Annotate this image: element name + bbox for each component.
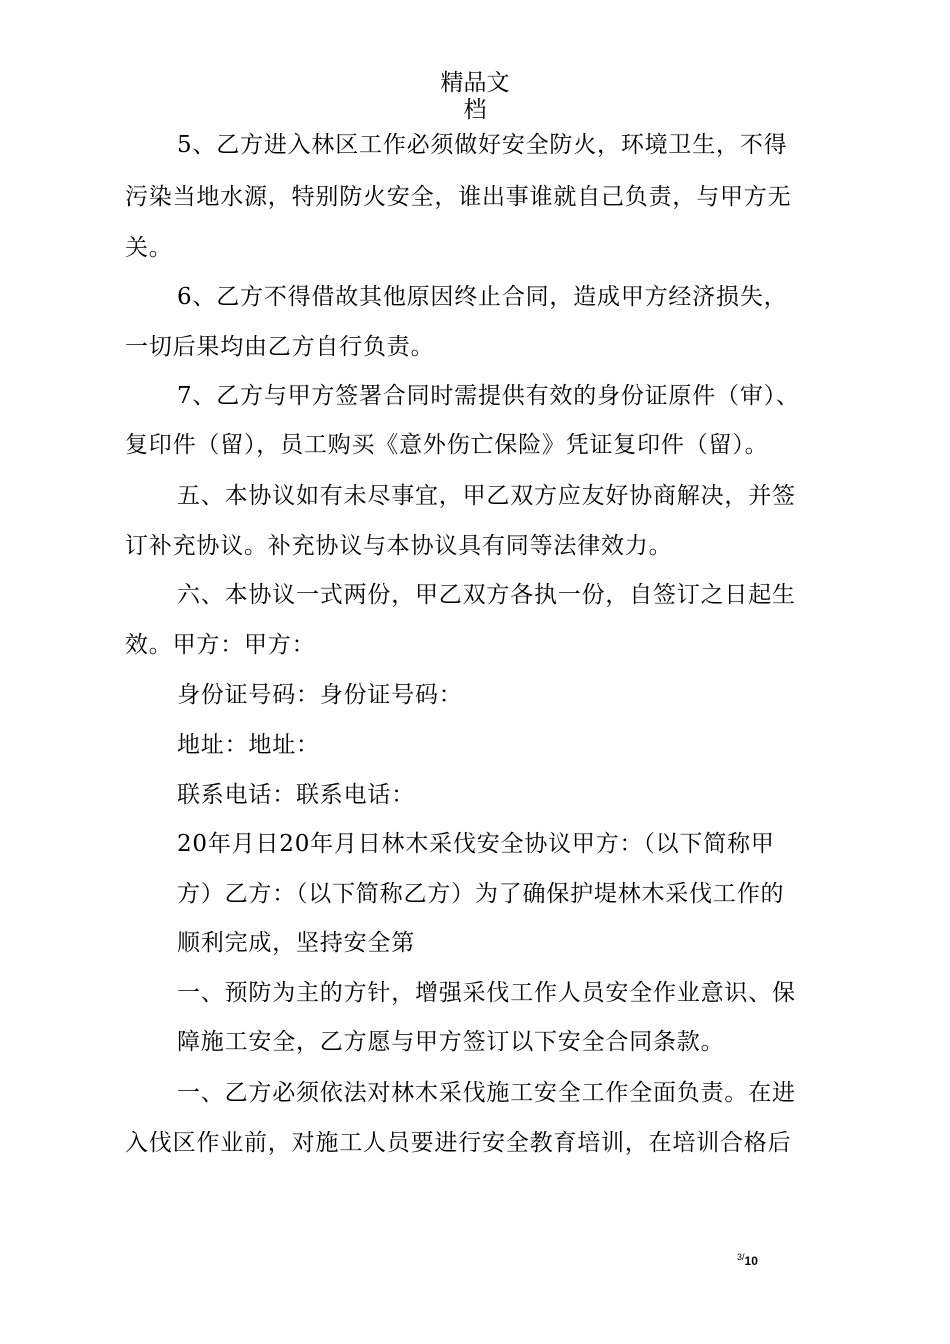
paragraph-line: 顺利完成，坚持安全第 xyxy=(177,930,415,956)
paragraph-line: 污染当地水源，特别防火安全，谁出事谁就自己负责，与甲方无 xyxy=(125,184,792,210)
paragraph-line: 6、乙方不得借故其他原因终止合同，造成甲方经济损失， xyxy=(177,284,788,310)
paragraph-line: 地址：地址： xyxy=(177,732,320,758)
paragraph-line: 7、乙方与甲方签署合同时需提供有效的身份证原件（审）、 xyxy=(177,383,800,409)
paragraph-line: 复印件（留），员工购买《意外伤亡保险》凭证复印件（留）。 xyxy=(125,432,769,458)
paragraph-line: 五、本协议如有未尽事宜，甲乙双方应友好协商解决，并签 xyxy=(177,483,796,509)
paragraph-line: 入伐区作业前，对施工人员要进行安全教育培训，在培训合格后 xyxy=(125,1130,792,1156)
paragraph-line: 六、本协议一式两份，甲乙双方各执一份，自签订之日起生 xyxy=(177,582,796,608)
page-number-current: 3/ xyxy=(737,1252,745,1262)
paragraph-line: 一、乙方必须依法对林木采伐施工安全工作全面负责。在进 xyxy=(177,1080,796,1106)
paragraph-line: 障施工安全，乙方愿与甲方签订以下安全合同条款。 xyxy=(177,1029,725,1055)
document-header-line2: 档 xyxy=(463,97,487,123)
paragraph-line: 一切后果均由乙方自行负责。 xyxy=(125,334,435,360)
document-header-line1: 精品文 xyxy=(440,70,510,96)
page-number xyxy=(737,1252,758,1268)
paragraph-line: 一、预防为主的方针，增强采伐工作人员安全作业意识、保 xyxy=(177,980,796,1006)
paragraph-line: 关。 xyxy=(125,235,173,261)
paragraph-line: 身份证号码：身份证号码： xyxy=(177,682,463,708)
paragraph-line: 方）乙方：（以下简称乙方）为了确保护堤林木采伐工作的 xyxy=(177,881,785,907)
paragraph-line: 5、乙方进入林区工作必须做好安全防火，环境卫生，不得 xyxy=(177,132,788,158)
page-number-total: 10 xyxy=(744,1254,758,1268)
paragraph-line: 效。甲方：甲方： xyxy=(125,632,316,658)
paragraph-line: 订补充协议。补充协议与本协议具有同等法律效力。 xyxy=(125,533,673,559)
paragraph-line: 20年月日20年月日林木采伐安全协议甲方：（以下简称甲 xyxy=(177,831,775,857)
paragraph-line: 联系电话：联系电话： xyxy=(177,782,415,808)
